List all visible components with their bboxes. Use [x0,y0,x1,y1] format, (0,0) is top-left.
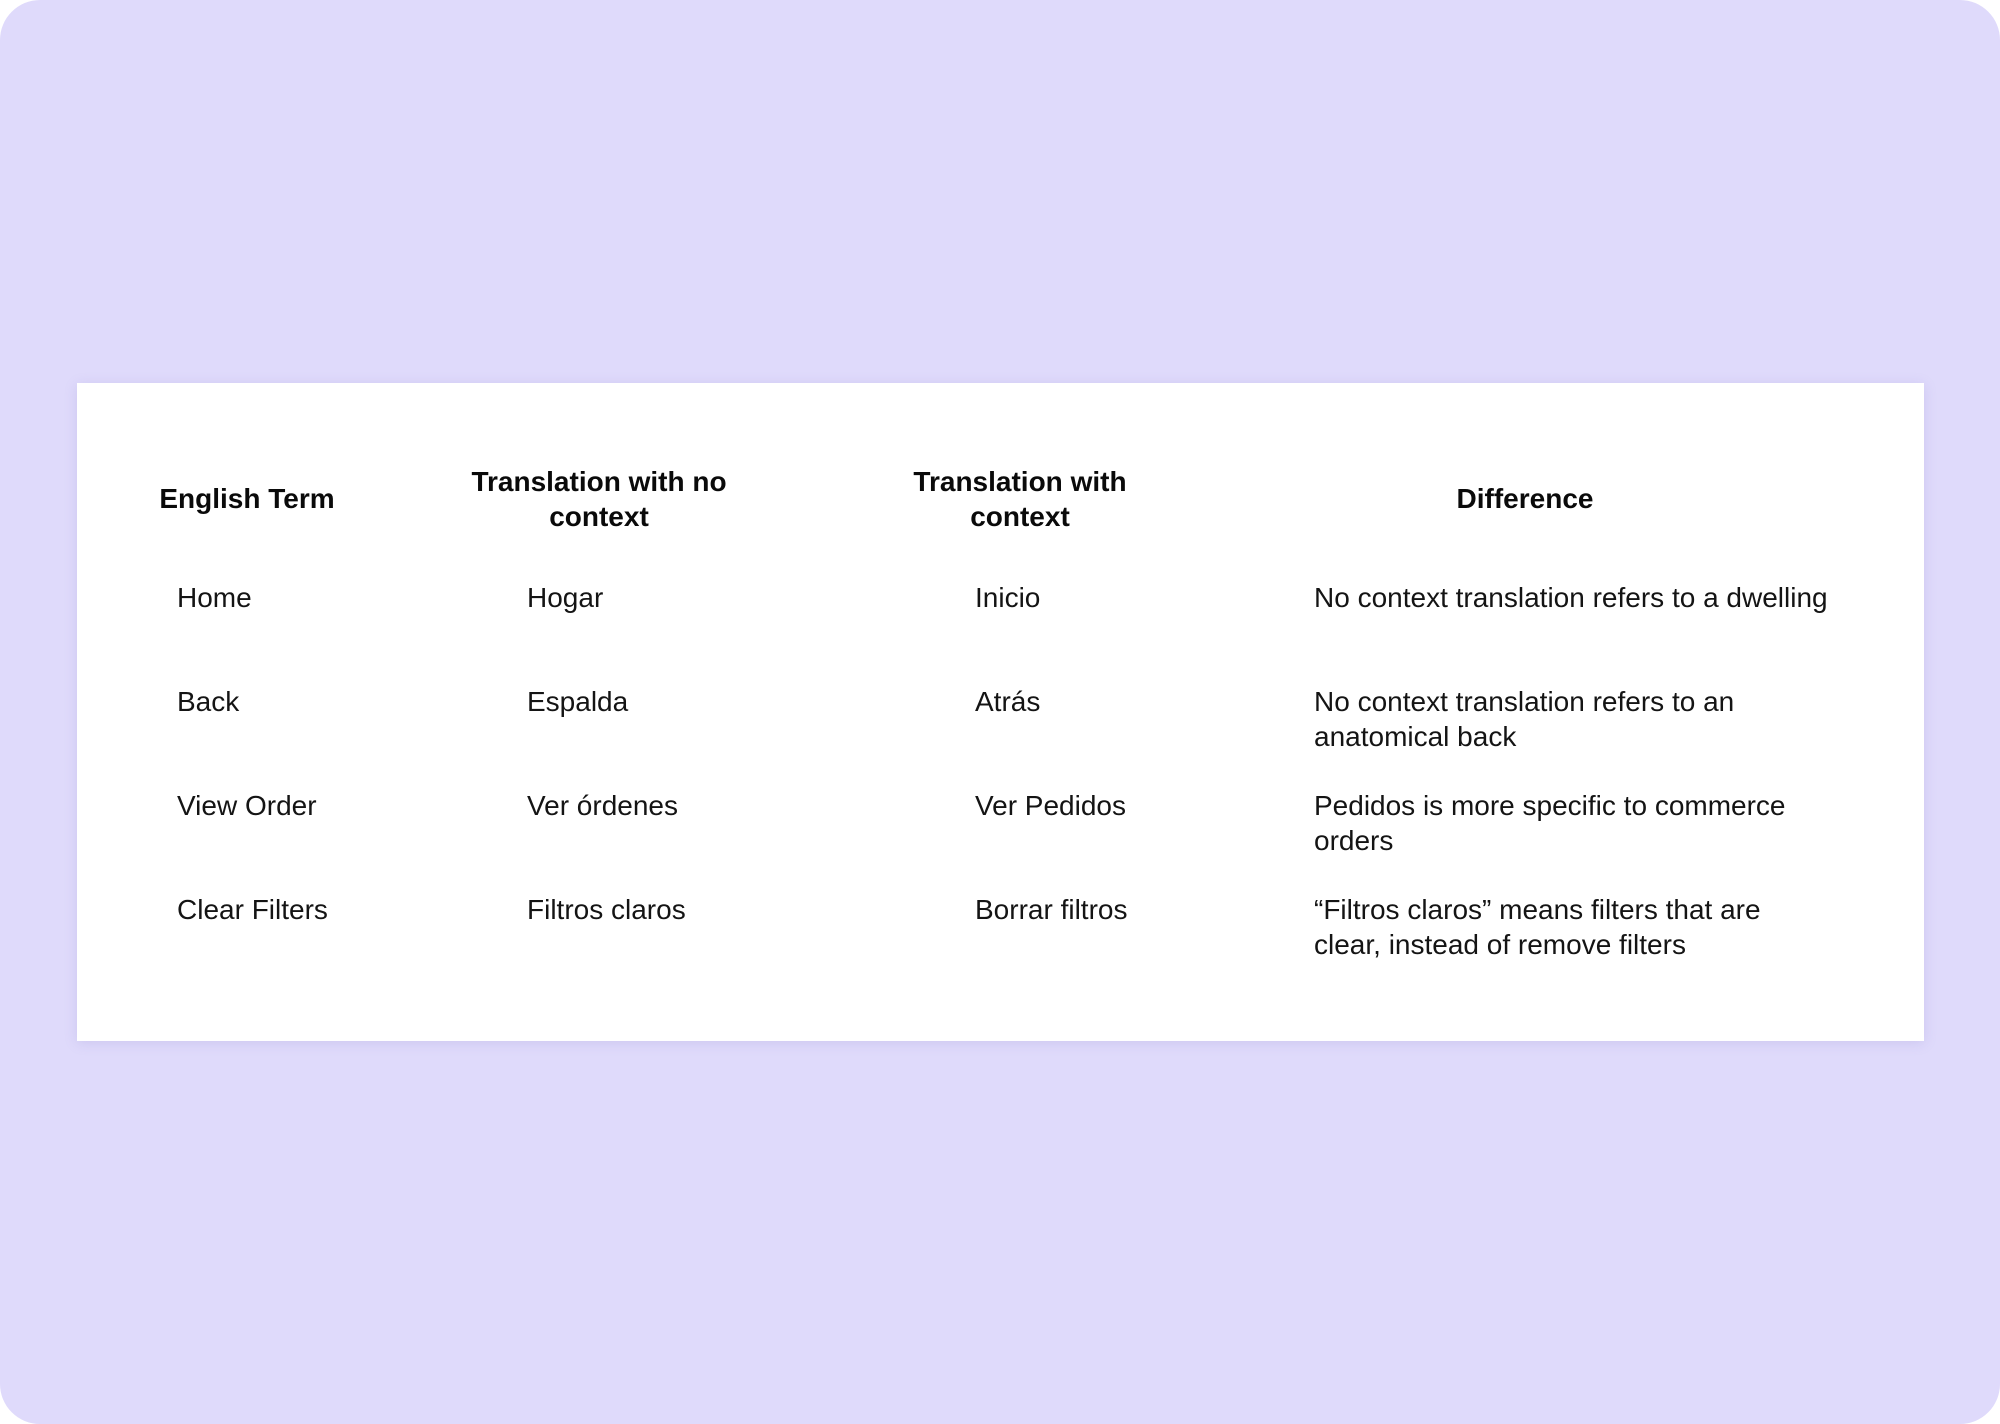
cell-english-term: View Order [177,790,317,821]
cell-translation-with-context: Inicio [975,582,1041,613]
cell-difference: Pedidos is more specific to commerce orders [1314,790,1786,856]
header-translation-with-context: Translation with context [913,466,1127,532]
header-translation-no-context: Translation with no context [471,466,727,532]
cell-english-term: Back [177,686,240,717]
translation-comparison-table [77,383,1924,1041]
cell-difference: No context translation refers to a dwelling [1314,582,1828,613]
cell-translation-no-context: Hogar [527,582,604,613]
cell-translation-no-context: Filtros claros [527,894,686,925]
header-difference: Difference [1456,483,1594,514]
cell-english-term: Clear Filters [177,894,328,925]
header-english-term: English Term [159,483,335,514]
cell-translation-no-context: Ver órdenes [527,790,678,821]
cell-translation-with-context: Borrar filtros [975,894,1128,925]
cell-translation-with-context: Ver Pedidos [975,790,1126,821]
cell-english-term: Home [177,582,252,613]
cell-translation-with-context: Atrás [975,686,1041,717]
cell-difference: “Filtros claros” means filters that are clear, instead of remove filters [1314,894,1761,960]
cell-translation-no-context: Espalda [527,686,629,717]
cell-difference: No context translation refers to an anatomical back [1314,686,1735,752]
